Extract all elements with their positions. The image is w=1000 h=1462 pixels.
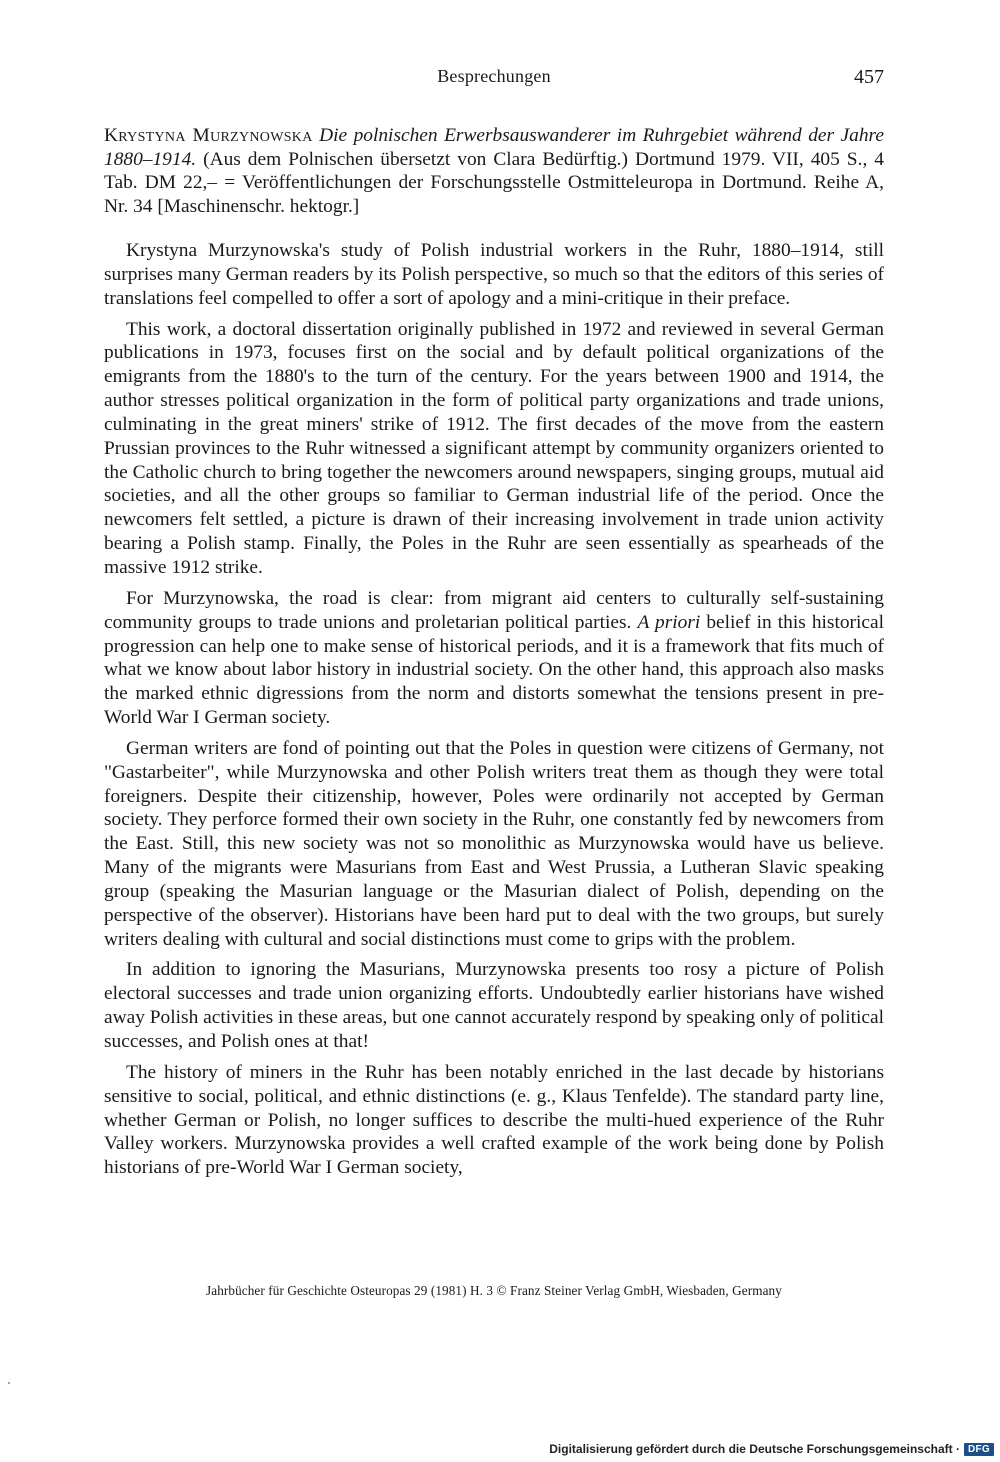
digitization-text: Digitalisierung gefördert durch die Deutsche Forschungsgemeinschaft ·: [549, 1442, 960, 1456]
citation-book-title: Die polnischen Erwerbsauswanderer im Ruhrgebiet während der Jahre 1880–1914.: [104, 125, 884, 170]
page-number: 457: [854, 66, 884, 88]
digitization-notice: [549, 1440, 994, 1458]
review-paragraph-4: German writers are fond of pointing out that the Poles in question were citizens of Germany, not "Gastarbeiter", while Murzynowska and other Polish writers treat them as though they were total foreigners. Despite their citizenship, however, Poles were ordinarily not accepted by German society. They perforce formed their own society in the Ruhr, one constantly fed by newcomers from the East. Still, this new society was not so monolithic as Murzynowska would have us believe. Many of the migrants were Masurians from East and West Prussia, a Lutheran Slavic speaking group (speaking the Masurian language or the Masurian dialect of Polish, depending on the perspective of the observer). Historians have been hard put to deal with the two groups, but surely writers dealing with cultural and social distinctions must come to grips with the problem.: [104, 737, 884, 950]
running-head: [104, 66, 884, 94]
review-paragraph-5: In addition to ignoring the Masurians, Murzynowska presents too rosy a picture of Polish electoral successes and trade union organizing efforts. Undoubtedly earlier historians have wished away Polish activities in these areas, but one cannot accurately respond by speaking only of political successes, and Polish ones at that!: [104, 959, 884, 1052]
review-paragraph-6: The history of miners in the Ruhr has been notably enriched in the last decade by historians sensitive to social, political, and ethnic distinctions (e. g., Klaus Tenfelde). The standard party line, whether German or Polish, no longer suffices to describe the multi-hued experience of the Ruhr Valley workers. Murzynowska provides a well crafted example of the work being done by Polish historians of pre-World War I German society,: [104, 1061, 884, 1179]
dfg-logo-icon: DFG: [964, 1443, 994, 1456]
book-citation: [104, 124, 884, 218]
citation-details: (Aus dem Polnischen übersetzt von Clara Bedürftig.) Dortmund 1979. VII, 405 S., 4 Tab. DM 22,– = Veröffentlichungen der Forschungsstelle Ostmitteleuropa in Dortmund. Reihe A, Nr. 34 [Maschinenschr. hektogr.]: [104, 148, 884, 217]
citation-author: Krystyna Murzynowska: [104, 125, 313, 146]
scan-speck: [8, 1382, 10, 1384]
review-body: [104, 239, 884, 1187]
journal-footer: Jahrbücher für Geschichte Osteuropas 29 (1981) H. 3 © Franz Steiner Verlag GmbH, Wiesbaden, Germany: [206, 1283, 782, 1298]
paragraph-3-text-end: belief in this historical progression can help one to make sense of historical periods, and it is a framework that fits much of what we know about labor history in industrial society. On the other hand, this approach also masks the marked ethnic digressions from the norm and distorts somewhat the tensions present in pre-World War I German society.: [104, 611, 884, 729]
paragraph-3-text-start: For Murzynowska, the road is clear: from migrant aid centers to culturally self-sustaining community groups to trade unions and proletarian political parties.: [104, 587, 884, 633]
review-paragraph-1: Krystyna Murzynowska's study of Polish industrial workers in the Ruhr, 1880–1914, still surprises many German readers by its Polish perspective, so much so that the editors of this series of translations feel compelled to offer a sort of apology and a mini-critique in their preface.: [104, 240, 884, 309]
review-paragraph-2: This work, a doctoral dissertation originally published in 1972 and reviewed in several German publications in 1973, focuses first on the social and by default political organizations of the emigrants from the 1880's to the turn of the century. For the years between 1900 and 1914, the author stresses political organization in the form of political party organizations and trade unions, culminating in the great miners' strike of 1912. The first decades of the move from the eastern Prussian provinces to the Ruhr witnessed a significant attempt by community organizers oriented to the Catholic church to bring together the newcomers around newspapers, singing groups, mutual aid societies, and all the other groups so familiar to German industrial life of the period. Once the newcomers felt settled, a picture is drawn of their increasing involvement in trade union activity bearing a Polish stamp. Finally, the Poles in the Ruhr are seen essentially as spearheads of the massive 1912 strike.: [104, 318, 884, 578]
running-title: Besprechungen: [437, 66, 551, 86]
review-paragraph-3: [104, 587, 884, 730]
paragraph-3-italic-phrase: A priori: [637, 611, 701, 633]
